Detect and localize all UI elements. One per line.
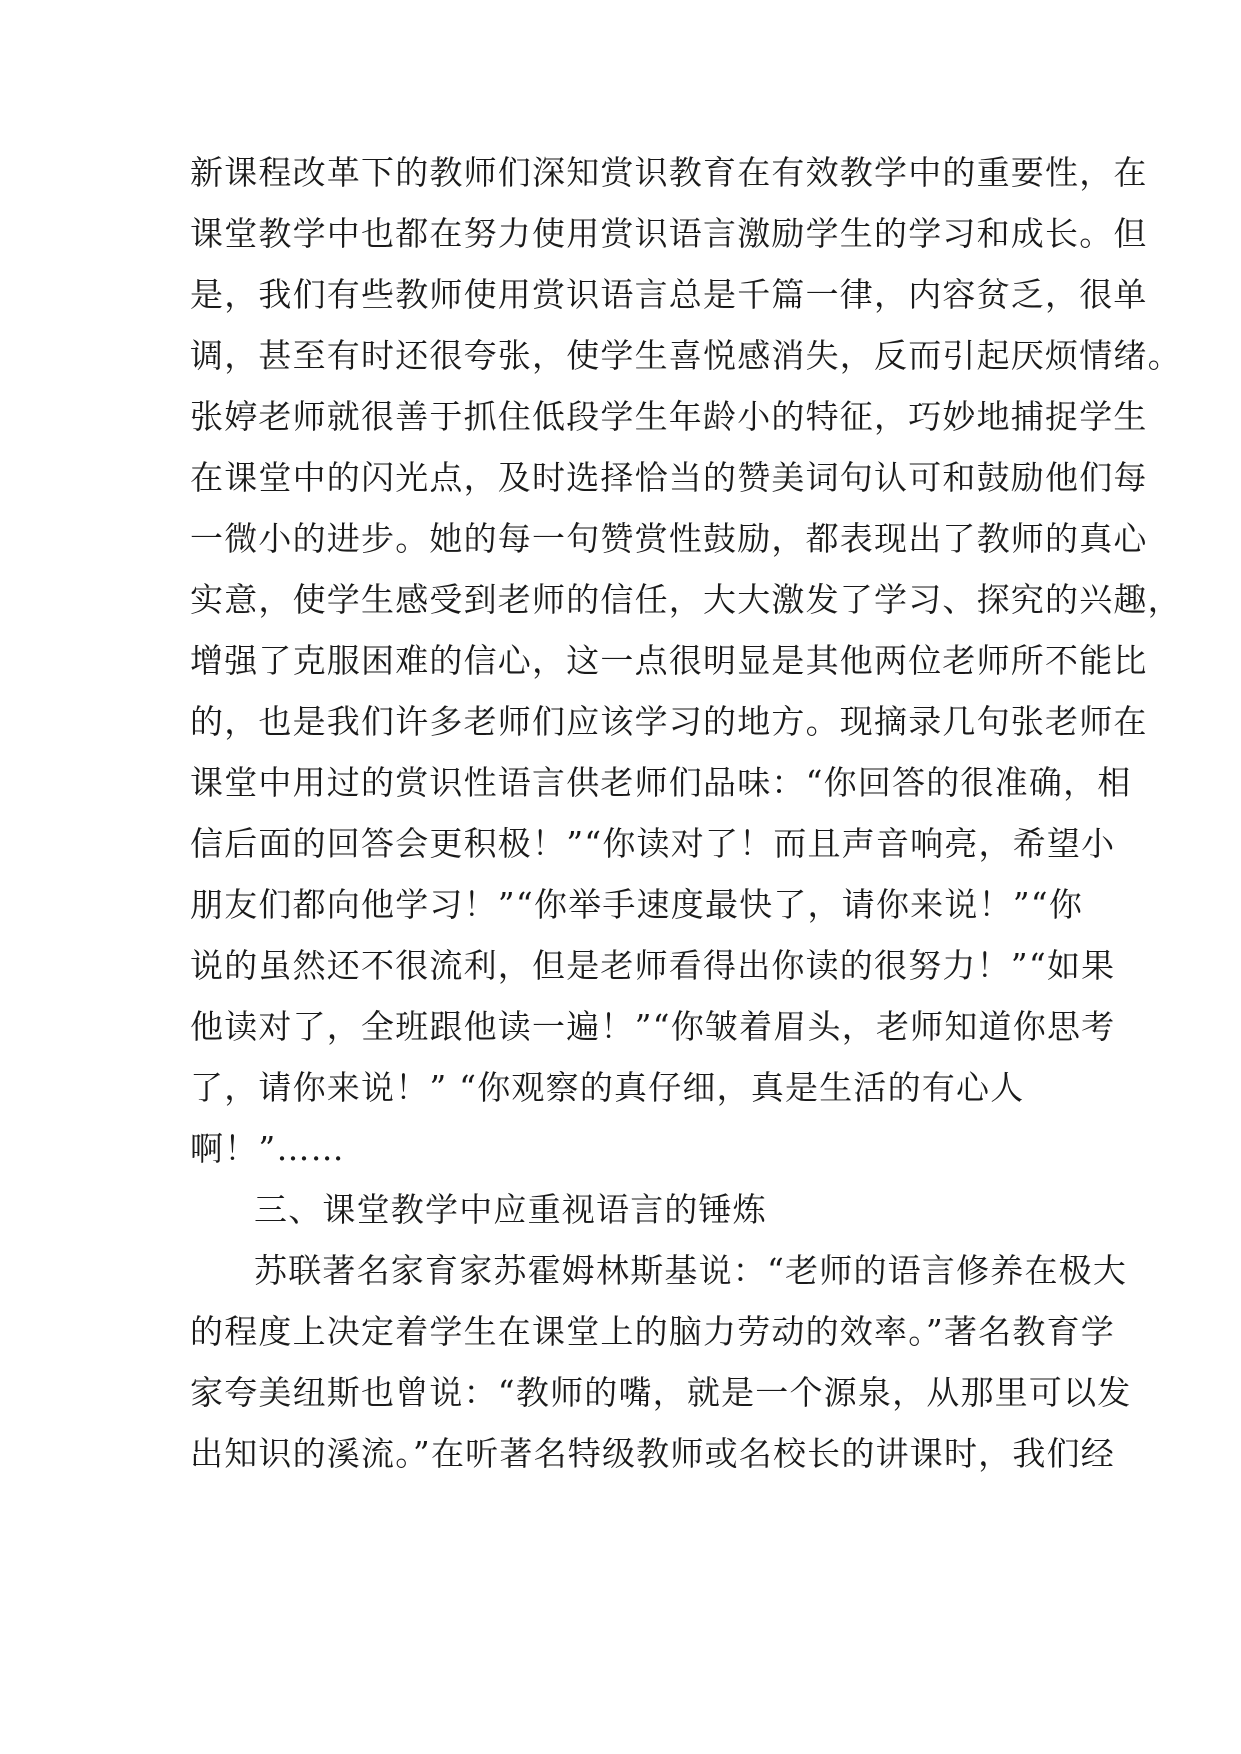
body-text-line: 在课堂中的闪光点，及时选择恰当的赞美词句认可和鼓励他们每	[190, 458, 1148, 497]
body-text-line: 啊！”……	[190, 1129, 345, 1168]
body-text-line: 张婷老师就很善于抓住低段学生年龄小的特征，巧妙地捕捉学生	[190, 397, 1148, 436]
body-text-line: 的，也是我们许多老师们应该学习的地方。现摘录几句张老师在	[190, 702, 1148, 741]
body-text-line: 课堂中用过的赏识性语言供老师们品味：“你回答的很准确，相	[190, 763, 1132, 802]
body-text-line: 朋友们都向他学习！”“你举手速度最快了，请你来说！”“你	[190, 885, 1084, 924]
body-text-line: 信后面的回答会更积极！”“你读对了！而且声音响亮，希望小	[190, 824, 1116, 863]
body-text-line: 是，我们有些教师使用赏识语言总是千篇一律，内容贫乏，很单	[190, 275, 1148, 314]
body-text-line: 他读对了，全班跟他读一遍！”“你皱着眉头，老师知道你思考	[190, 1007, 1116, 1046]
body-text-line: 了，请你来说！” “你观察的真仔细，真是生活的有心人	[190, 1068, 1025, 1107]
body-text-line: 课堂教学中也都在努力使用赏识语言激励学生的学习和成长。但	[190, 214, 1148, 253]
body-text-line: 家夸美纽斯也曾说：“教师的嘴，就是一个源泉，从那里可以发	[190, 1373, 1132, 1412]
body-text-line: 一微小的进步。她的每一句赞赏性鼓励，都表现出了教师的真心	[190, 519, 1148, 558]
body-text-line: 的程度上决定着学生在课堂上的脑力劳动的效率。”著名教育学	[190, 1312, 1115, 1351]
body-text-line: 调，甚至有时还很夸张，使学生喜悦感消失，反而引起厌烦情绪。	[190, 336, 1182, 375]
body-text-line: 新课程改革下的教师们深知赏识教育在有效教学中的重要性，在	[190, 153, 1148, 192]
body-text-line: 实意，使学生感受到老师的信任，大大激发了学习、探究的兴趣，	[190, 580, 1182, 619]
body-text-line: 出知识的溪流。”在听著名特级教师或名校长的讲课时，我们经	[190, 1434, 1115, 1473]
body-text-line: 增强了克服困难的信心，这一点很明显是其他两位老师所不能比	[190, 641, 1148, 680]
section-heading: 三、课堂教学中应重视语言的锤炼	[254, 1190, 767, 1229]
body-text-line: 苏联著名家育家苏霍姆林斯基说：“老师的语言修养在极大	[254, 1251, 1128, 1290]
body-text-line: 说的虽然还不很流利，但是老师看得出你读的很努力！”“如果	[190, 946, 1116, 985]
